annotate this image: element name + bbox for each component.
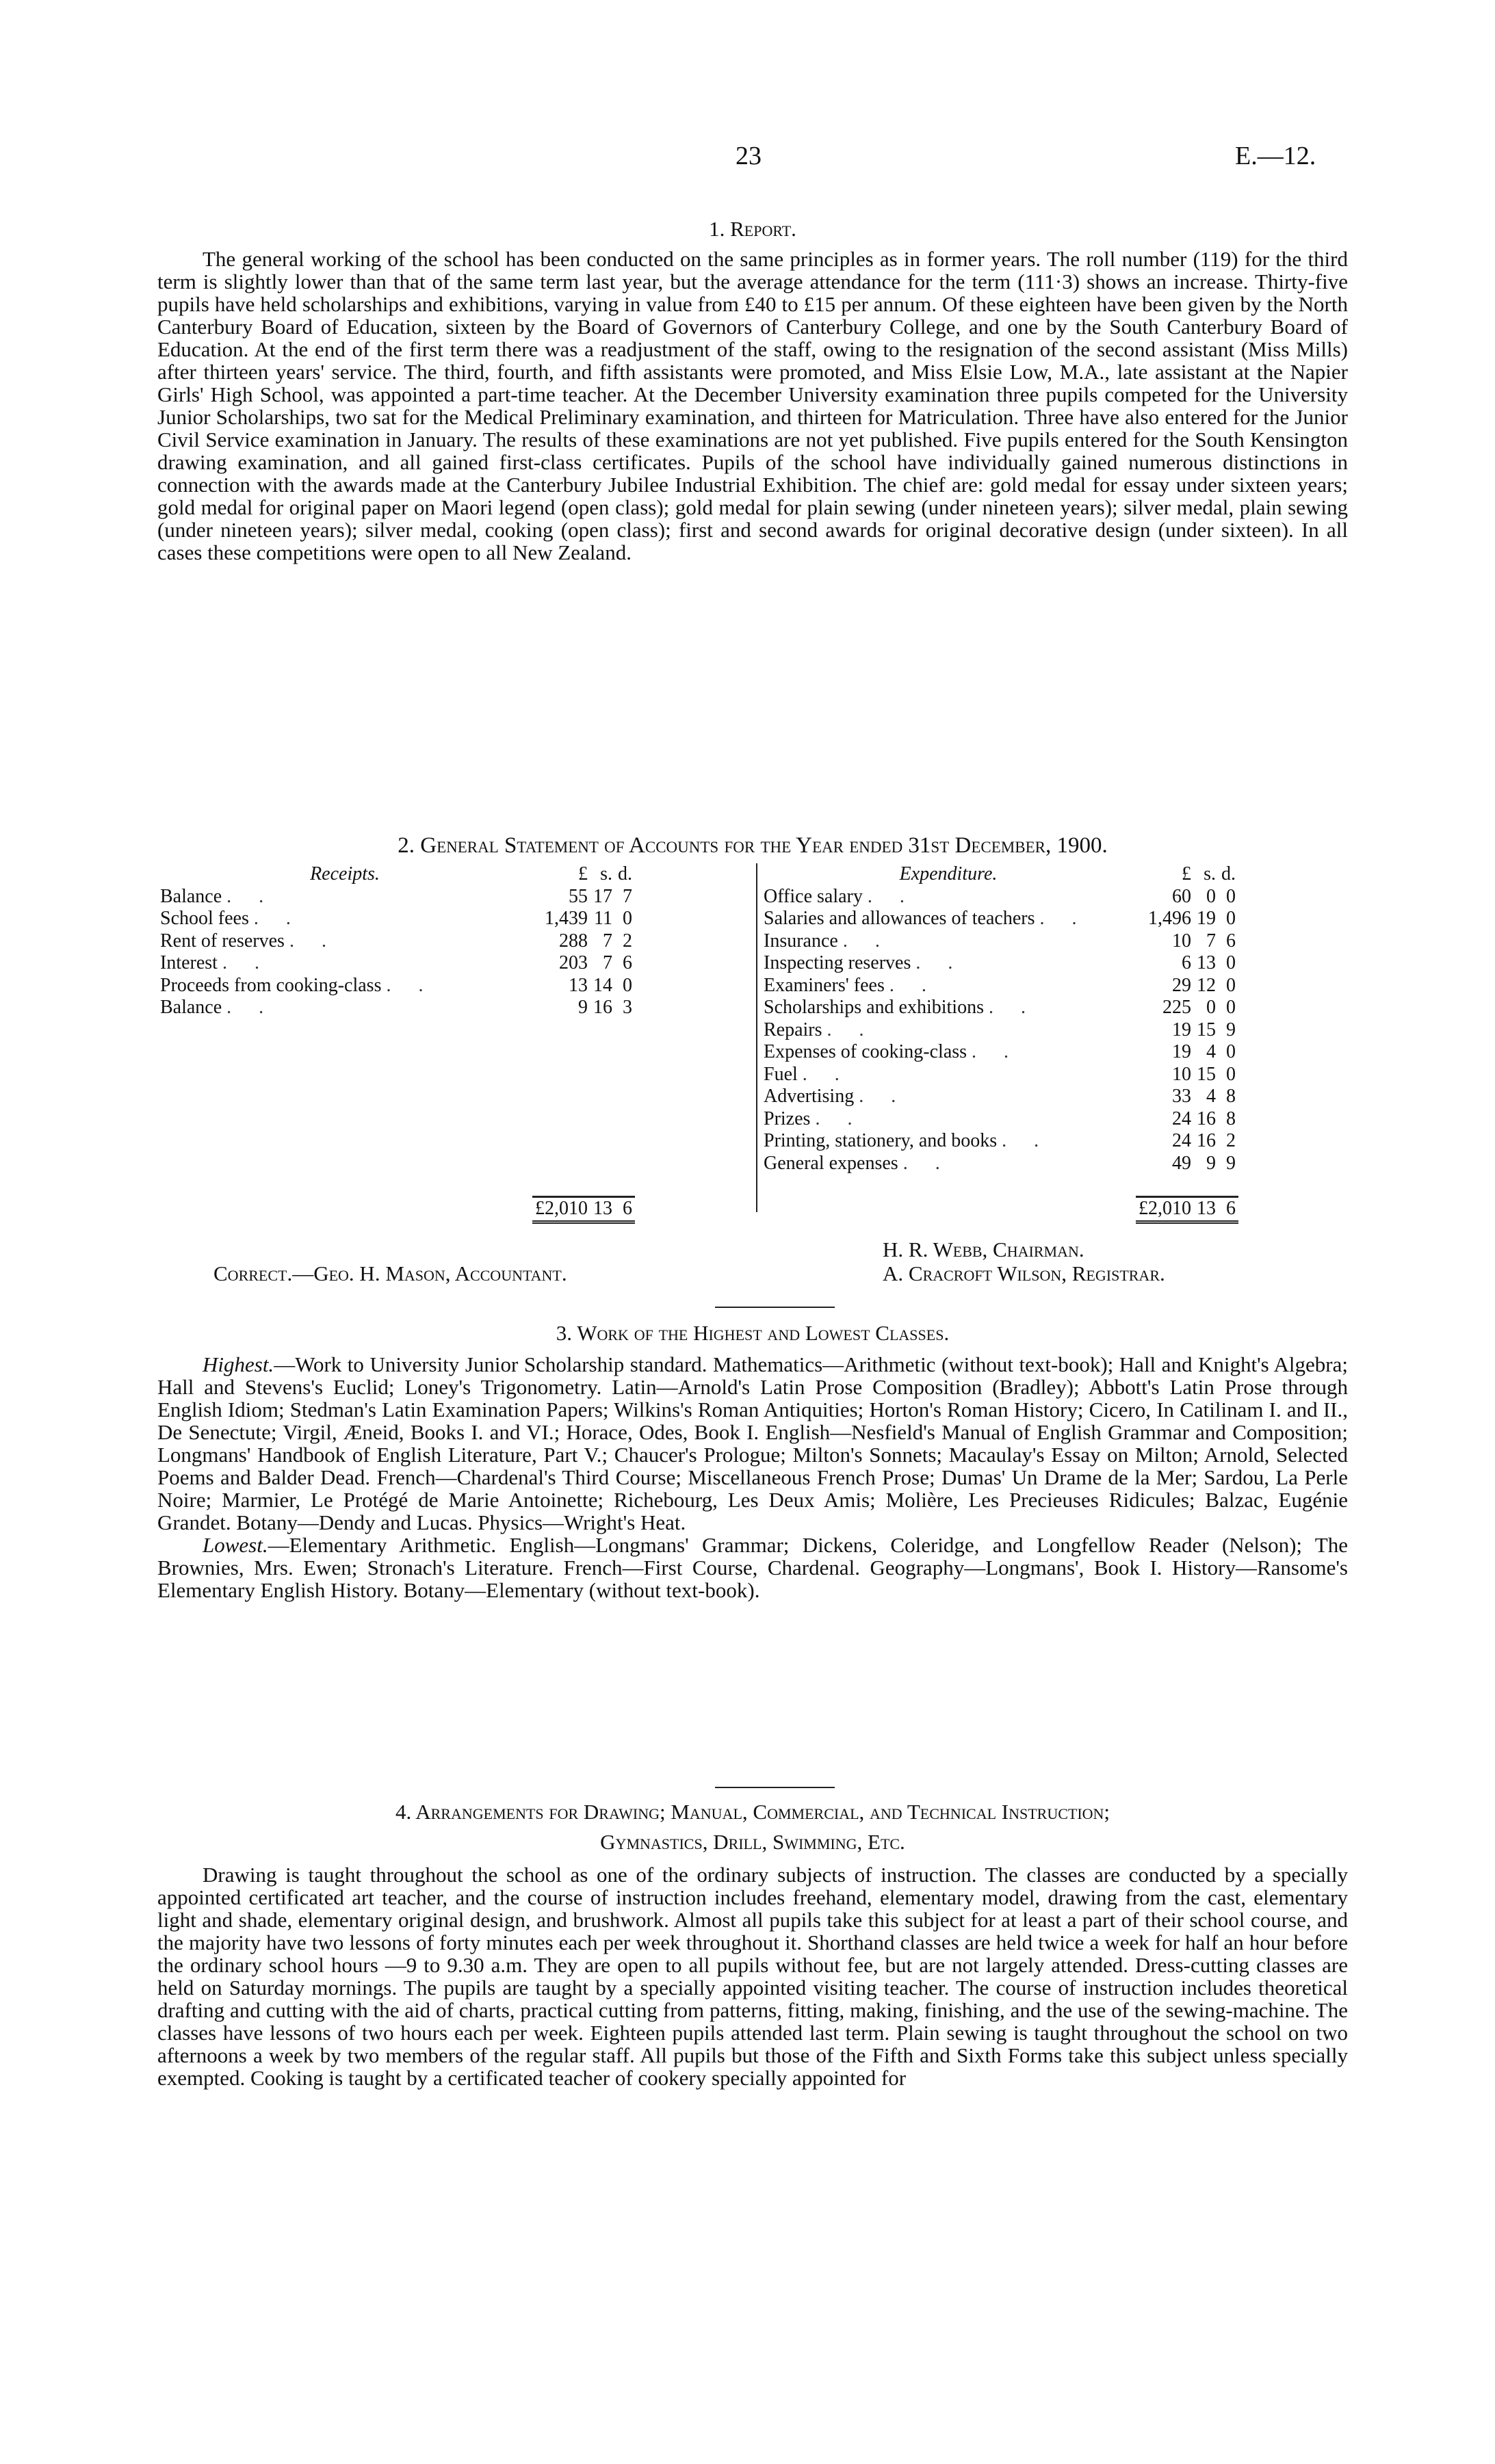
amount-pence: 0 — [1226, 997, 1236, 1018]
lowest-text: —Elementary Arithmetic. English—Longmans' Grammar; Dickens, Coleridge, and Longfellow Reader (Nelson); The Brownies, Mrs. Ewen; Stronach's Literature. French—First Course, Chardenal. Geography—Longmans', Book I. History—Ransome's Elementary English History. Botany—Elementary (without text-book). — [157, 1533, 1348, 1602]
drawing-paragraph: Drawing is taught throughout the school as one of the ordinary subjects of instruction. The classes are conducted by a specially appointed certificated art teacher, and the course of instruction includes freehand, elementary model, drawing from the cast, elementary light and shade, elementary original design, and brushwork. Almost all pupils take this subject for at least a part of their school course, and the majority have two lessons of forty minutes each per week throughout it. Shorthand classes are held twice a week for half an hour before the ordinary school hours —9 to 9.30 a.m. They are open to all pupils without fee, but are not largely attended. Dress-cutting classes are held on Saturday mornings. The pupils are taught by a specially appointed visiting teacher. The course of instruction includes theoretical drafting and cutting with the aid of charts, practical cutting from patterns, fitting, making, finishing, and the use of the sewing-machine. The classes have lessons of two hours each per week. Eighteen pupils attended last term. Plain sewing is taught throughout the school on two afternoons a week by two members of the regular staff. All pupils but those of the Fifth and Sixth Forms take this subject unless specially exempted. Cooking is taught by a certificated teacher of cookery specially appointed for — [157, 1863, 1348, 2090]
amount-pounds: 29 — [1172, 974, 1191, 996]
amount-pounds: 288 — [559, 930, 588, 952]
col-pence: d. — [1221, 863, 1236, 884]
accountant-text: Correct.—Geo. H. Mason, Accountant. — [213, 1261, 567, 1285]
amount-shillings: 14 — [593, 974, 612, 996]
amount-pence: 9 — [1226, 1152, 1236, 1174]
expenditure-table — [761, 863, 1238, 1224]
account-label: Rent of reserves .. — [160, 930, 354, 952]
section-2-title: 2. General Statement of Accounts for the Year ended 31st December, 1900. — [398, 833, 1108, 858]
amount-pence: 8 — [1226, 1086, 1236, 1107]
amount-pounds: 203 — [559, 952, 588, 973]
registrar-text: A. Cracroft Wilson, Registrar. — [883, 1261, 1165, 1285]
account-row — [761, 1130, 1238, 1153]
section-1-title: 1. Report. — [709, 217, 796, 241]
amount-pounds: 19 — [1172, 1041, 1191, 1062]
amount-shillings: 0 — [1206, 997, 1216, 1018]
account-row — [761, 1041, 1238, 1064]
amount-pounds: 60 — [1172, 885, 1191, 907]
total-row — [761, 1197, 1238, 1222]
col-pence: d. — [618, 863, 632, 884]
expenditure-heading: Expenditure. — [899, 863, 998, 884]
amount-pounds: 10 — [1172, 930, 1191, 952]
amount-pence: 7 — [623, 885, 632, 907]
table-divider — [756, 863, 757, 1212]
account-label: Office salary .. — [764, 885, 932, 907]
chairman-text: H. R. Webb, Chairman. — [883, 1237, 1084, 1261]
amount-pounds: 1,496 — [1148, 908, 1191, 929]
amount-pounds: 19 — [1172, 1019, 1191, 1040]
amount-pence: 0 — [1226, 1063, 1236, 1085]
account-row — [761, 1019, 1238, 1042]
registrar-signature — [883, 1262, 1165, 1285]
account-label: Interest .. — [160, 952, 287, 973]
amount-pence: 9 — [1226, 1019, 1236, 1040]
account-row — [761, 886, 1238, 908]
account-label: Examiners' fees .. — [764, 974, 954, 996]
account-row — [157, 886, 635, 908]
total-pence: 6 — [1219, 1197, 1238, 1222]
total-pence: 6 — [615, 1197, 635, 1222]
account-row — [157, 997, 635, 1019]
account-label: School fees .. — [160, 908, 318, 929]
account-label: General expenses .. — [764, 1152, 967, 1174]
amount-pence: 0 — [1226, 885, 1236, 907]
account-label: Scholarships and exhibitions .. — [764, 997, 1053, 1018]
amount-pounds: 13 — [569, 974, 588, 996]
amount-pounds: 33 — [1172, 1086, 1191, 1107]
amount-shillings: 16 — [1197, 1108, 1216, 1129]
account-label: Expenses of cooking-class .. — [764, 1041, 1037, 1062]
amount-pounds: 10 — [1172, 1063, 1191, 1085]
account-label: Printing, stationery, and books .. — [764, 1130, 1067, 1151]
account-row — [761, 1086, 1238, 1108]
amount-shillings: 11 — [594, 908, 612, 929]
section-1-body — [157, 248, 1348, 564]
account-row — [761, 1153, 1238, 1175]
amount-shillings: 7 — [603, 930, 612, 952]
section-3-body — [157, 1353, 1348, 1601]
amount-shillings: 7 — [1206, 930, 1216, 952]
account-row — [157, 930, 635, 953]
col-shillings: s. — [600, 863, 612, 884]
amount-shillings: 4 — [1206, 1041, 1216, 1062]
amount-pence: 0 — [623, 908, 632, 929]
accountant-signature — [213, 1262, 567, 1285]
amount-shillings: 15 — [1197, 1019, 1216, 1040]
section-3-title: 3. Work of the Highest and Lowest Classes. — [556, 1321, 950, 1345]
amount-pounds: 9 — [578, 997, 588, 1018]
amount-pence: 0 — [1226, 908, 1236, 929]
total-shillings: 13 — [590, 1197, 615, 1222]
account-row — [157, 952, 635, 975]
account-row — [761, 930, 1238, 953]
amount-shillings: 9 — [1206, 1152, 1216, 1174]
account-label: Salaries and allowances of teachers .. — [764, 908, 1104, 929]
highest-paragraph — [157, 1353, 1348, 1534]
section-divider — [715, 1787, 835, 1788]
document-reference: E.—12. — [1235, 142, 1316, 170]
amount-pence: 2 — [1226, 1130, 1236, 1151]
account-row — [761, 997, 1238, 1019]
section-4-title-line-1: 4. Arrangements for Drawing; Manual, Commercial, and Technical Instruction; — [395, 1800, 1110, 1824]
lowest-label: Lowest. — [203, 1533, 268, 1557]
amount-shillings: 0 — [1206, 885, 1216, 907]
lowest-paragraph — [157, 1534, 1348, 1601]
amount-shillings: 7 — [603, 952, 612, 973]
section-4-body — [157, 1863, 1348, 2089]
amount-shillings: 13 — [1197, 952, 1216, 973]
highest-label: Highest. — [203, 1352, 274, 1376]
account-row — [761, 1064, 1238, 1086]
col-pounds: £ — [1182, 863, 1191, 884]
amount-shillings: 17 — [593, 885, 612, 907]
receipts-heading: Receipts. — [310, 863, 380, 884]
account-label: Fuel .. — [764, 1063, 867, 1085]
col-shillings: s. — [1204, 863, 1216, 884]
amount-pence: 8 — [1226, 1108, 1236, 1129]
account-label: Insurance .. — [764, 930, 907, 952]
amount-shillings: 19 — [1197, 908, 1216, 929]
amount-shillings: 16 — [593, 997, 612, 1018]
account-label: Inspecting reserves .. — [764, 952, 980, 973]
amount-pounds: 1,439 — [545, 908, 588, 929]
amount-pounds: 24 — [1172, 1108, 1191, 1129]
account-label: Prizes .. — [764, 1108, 880, 1129]
section-divider — [715, 1307, 835, 1308]
amount-pounds: 55 — [569, 885, 588, 907]
amount-pence: 6 — [623, 952, 632, 973]
amount-shillings: 4 — [1206, 1086, 1216, 1107]
chairman-signature — [883, 1238, 1084, 1261]
amount-pence: 0 — [1226, 952, 1236, 973]
amount-pounds: 24 — [1172, 1130, 1191, 1151]
amount-shillings: 12 — [1197, 974, 1216, 996]
account-row — [157, 908, 635, 930]
page-number: 23 — [736, 142, 762, 170]
amount-shillings: 16 — [1197, 1130, 1216, 1151]
account-label: Advertising .. — [764, 1086, 924, 1107]
amount-pounds: 6 — [1182, 952, 1191, 973]
account-row — [761, 1108, 1238, 1131]
account-label: Proceeds from cooking-class .. — [160, 974, 451, 996]
amount-pence: 0 — [623, 974, 632, 996]
amount-pence: 6 — [1226, 930, 1236, 952]
account-label: Balance .. — [160, 885, 291, 907]
account-row — [761, 908, 1238, 930]
amount-shillings: 15 — [1197, 1063, 1216, 1085]
amount-pence: 3 — [623, 997, 632, 1018]
amount-pence: 0 — [1226, 1041, 1236, 1062]
account-label: Balance .. — [160, 997, 291, 1018]
report-paragraph: The general working of the school has been conducted on the same principles as in former years. The roll number (119) for the third term is slightly lower than that of the same term last year, but the average attendance for the term (111·3) shows an increase. Thirty-five pupils have held scholarships and exhibitions, varying in value from £40 to £15 per annum. Of these eighteen have been given by the North Canterbury Board of Education, sixteen by the Board of Governors of Canterbury College, and one by the South Canterbury Board of Education. At the end of the first term there was a readjustment of the staff, owing to the resignation of the second assistant (Miss Mills) after thirteen years' service. The third, fourth, and fifth assistants were promoted, and Miss Elsie Low, M.A., late assistant at the Napier Girls' High School, was appointed a part-time teacher. At the December University examination three pupils competed for the University Junior Scholarships, two sat for the Medical Preliminary examination, and thirteen for Matriculation. Three have also entered for the Junior Civil Service examination in January. The results of these examinations are not yet published. Five pupils entered for the South Kensington drawing examination, and all gained first-class certificates. Pupils of the school have individually gained numerous distinctions in connection with the awards made at the Canterbury Jubilee Industrial Exhibition. The chief are: gold medal for essay under sixteen years; gold medal for original paper on Maori legend (open class); gold medal for plain sewing (under nineteen years); silver medal, plain sewing (under nineteen years); silver medal, cooking (open class); first and second awards for original decorative design (under sixteen). In all cases these competitions were open to all New Zealand. — [157, 247, 1348, 564]
total-shillings: 13 — [1194, 1197, 1219, 1222]
total-pounds: £2,010 — [1136, 1197, 1194, 1222]
amount-pence: 0 — [1226, 974, 1236, 996]
account-label: Repairs .. — [764, 1019, 892, 1040]
amount-pounds: 49 — [1172, 1152, 1191, 1174]
account-row — [761, 975, 1238, 997]
account-row — [157, 975, 635, 997]
total-pounds: £2,010 — [532, 1197, 590, 1222]
amount-pounds: 225 — [1162, 997, 1191, 1018]
section-4-title-line-2: Gymnastics, Drill, Swimming, Etc. — [600, 1830, 905, 1854]
total-row — [157, 1197, 635, 1222]
receipts-table — [157, 863, 635, 1224]
account-row — [761, 952, 1238, 975]
amount-pence: 2 — [623, 930, 632, 952]
highest-text: —Work to University Junior Scholarship standard. Mathematics—Arithmetic (without text-book); Hall and Knight's Algebra; Hall and Stevens's Euclid; Loney's Trigonometry. Latin—Arnold's Latin Prose Composition (Bradley); Abbott's Latin Prose through English Idiom; Stedman's Latin Examination Papers; Wilkins's Roman Antiquities; Horton's Roman History; Cicero, In Catilinam I. and II., De Senectute; Virgil, Æneid, Books I. and VI.; Horace, Odes, Book I. English—Nesfield's Manual of English Grammar and Composition; Longmans' Handbook of English Literature, Part V.; Chaucer's Prologue; Milton's Sonnets; Macaulay's Essay on Milton; Arnold, Selected Poems and Balder Dead. French—Chardenal's Third Course; Miscellaneous French Prose; Dumas' Un Drame de la Mer; Sardou, La Perle Noire; Marmier, Le Protégé de Marie Antoinette; Richebourg, Les Deux Amis; Molière, Les Precieuses Ridicules; Balzac, Eugénie Grandet. Botany—Dendy and Lucas. Physics—Wright's Heat. — [157, 1352, 1348, 1534]
col-pounds: £ — [578, 863, 588, 884]
